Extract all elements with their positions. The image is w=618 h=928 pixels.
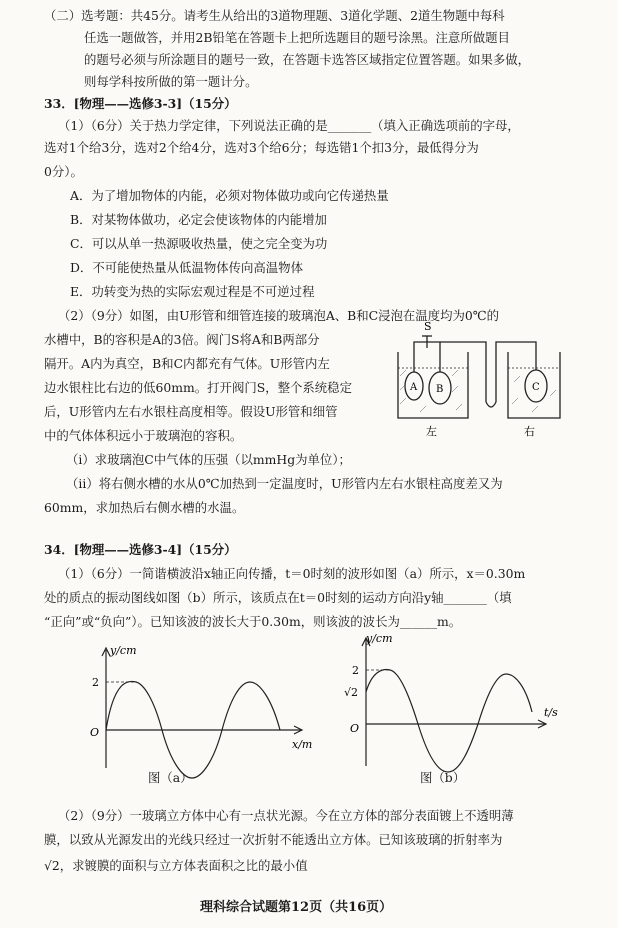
q34-part2-line-a: （2）（9分）一玻璃立方体中心有一点状光源。今在立方体的部分表面镀上不透明薄 bbox=[58, 808, 514, 823]
figure-a-waveform bbox=[80, 640, 320, 790]
q33-option-a: A．为了增加物体的内能，必须对物体做功或向它传递热量 bbox=[70, 188, 389, 203]
fig-label-right: 右 bbox=[524, 425, 535, 438]
section-two-line-1: （二）选考题：共45分。请考生从给出的3道物理题、3道化学题、2道生物题中每科 bbox=[44, 8, 505, 23]
q33-part2-line-h: （ii）将右侧水槽的水从0℃加热到一定温度时，U形管内左右水银柱高度差又为 bbox=[66, 476, 503, 491]
q33-part1-line-c: 0分）。 bbox=[44, 164, 83, 179]
q33-option-e: E．功转变为热的实际宏观过程是不可逆过程 bbox=[70, 284, 315, 299]
q33-part1-line-b: 选对1个给3分，选对2个给4分，选对3个给6分；每选错1个扣3分，最低得分为 bbox=[44, 140, 479, 155]
fig-b-ylabel: y/cm bbox=[366, 632, 393, 645]
fig-a-tick-2: 2 bbox=[92, 676, 99, 689]
fig-label-left: 左 bbox=[426, 425, 437, 438]
q33-part2-line-g: （i）求玻璃泡C中气体的压强（以mmHg为单位）； bbox=[66, 452, 351, 467]
q33-option-d: D．不可能使热量从低温物体传向高温物体 bbox=[70, 260, 303, 275]
q33-part2-line-f: 中的气体体积远小于玻璃泡的容积。 bbox=[44, 428, 243, 443]
section-two-line-3: 的题号必须与所涂题目的题号一致，在答题卡选答区域指定位置答题。如果多做， bbox=[84, 52, 531, 67]
figure-b-sine-curve bbox=[366, 670, 532, 772]
q33-part2-line-d: 边水银柱比右边的低60mm。打开阀门S，整个系统稳定 bbox=[44, 380, 352, 395]
figure-b-caption: 图（b） bbox=[420, 770, 466, 785]
q34-part2-line-c: √2，求镀膜的面积与立方体表面积之比的最小值 bbox=[44, 858, 308, 873]
fig-a-origin: O bbox=[90, 726, 100, 739]
fig-label-c: C bbox=[532, 382, 540, 393]
q34-heading: 34．[物理——选修3-4]（15分） bbox=[44, 542, 237, 557]
fig-a-xlabel: x/m bbox=[292, 738, 313, 751]
q34-part2-line-b: 膜，以致从光源发出的光线只经过一次折射不能透出立方体。已知该玻璃的折射率为 bbox=[44, 832, 503, 847]
q34-part1-line-a: （1）（6分）一简谐横波沿x轴正向传播，t＝0时刻的波形如图（a）所示，x＝0.30m bbox=[58, 566, 526, 581]
section-two-line-4: 则每学科按所做的第一题计分。 bbox=[84, 74, 258, 89]
q33-heading: 33．[物理——选修3-3]（15分） bbox=[44, 96, 237, 111]
fig-label-s: S bbox=[424, 320, 432, 333]
q33-part2-line-a: （2）（9分）如图，由U形管和细管连接的玻璃泡A、B和C浸泡在温度均为0℃的 bbox=[58, 308, 500, 323]
fig-b-origin: O bbox=[350, 722, 360, 735]
page-footer: 理科综合试题第12页（共16页） bbox=[200, 900, 393, 915]
q34-part1-line-b: 处的质点的振动图线如图（b）所示，该质点在t＝0时刻的运动方向沿y轴_______（填 bbox=[44, 590, 512, 605]
q33-apparatus-figure bbox=[392, 312, 572, 438]
q33-option-c: C．可以从单一热源吸收热量，使之完全变为功 bbox=[70, 236, 328, 251]
q33-part2-line-b: 水槽中，B的容积是A的3倍。阀门S将A和B两部分 bbox=[44, 332, 320, 347]
q33-part2-line-i: 60mm，求加热后右侧水槽的水温。 bbox=[44, 500, 245, 515]
q33-part2-line-c: 隔开。A内为真空，B和C内都充有气体。U形管内左 bbox=[44, 356, 330, 371]
q33-part2-line-e: 后，U形管内左右水银柱高度相等。假设U形管和细管 bbox=[44, 404, 338, 419]
fig-b-xlabel: t/s bbox=[544, 706, 558, 719]
figure-a-caption: 图（a） bbox=[148, 770, 193, 785]
q33-option-b: B．对某物体做功，必定会使该物体的内能增加 bbox=[70, 212, 327, 227]
q33-part1-line-a: （1）（6分）关于热力学定律，下列说法正确的是_______（填入正确选项前的字母， bbox=[58, 118, 520, 133]
fig-a-ylabel: y/cm bbox=[110, 644, 137, 657]
q34-part1-line-c: “正向”或“负向”）。已知该波的波长大于0.30m，则该波的波长为______m。 bbox=[44, 614, 462, 629]
section-two-line-2: 任选一题做答，并用2B铅笔在答题卡上把所选题目的题号涂黑。注意所做题目 bbox=[84, 30, 510, 45]
fig-label-a: A bbox=[410, 382, 418, 393]
fig-b-tick-2: 2 bbox=[352, 664, 359, 677]
fig-b-tick-root2: √2 bbox=[344, 686, 359, 699]
fig-label-b: B bbox=[436, 384, 444, 395]
figure-b-vibration bbox=[336, 628, 576, 778]
